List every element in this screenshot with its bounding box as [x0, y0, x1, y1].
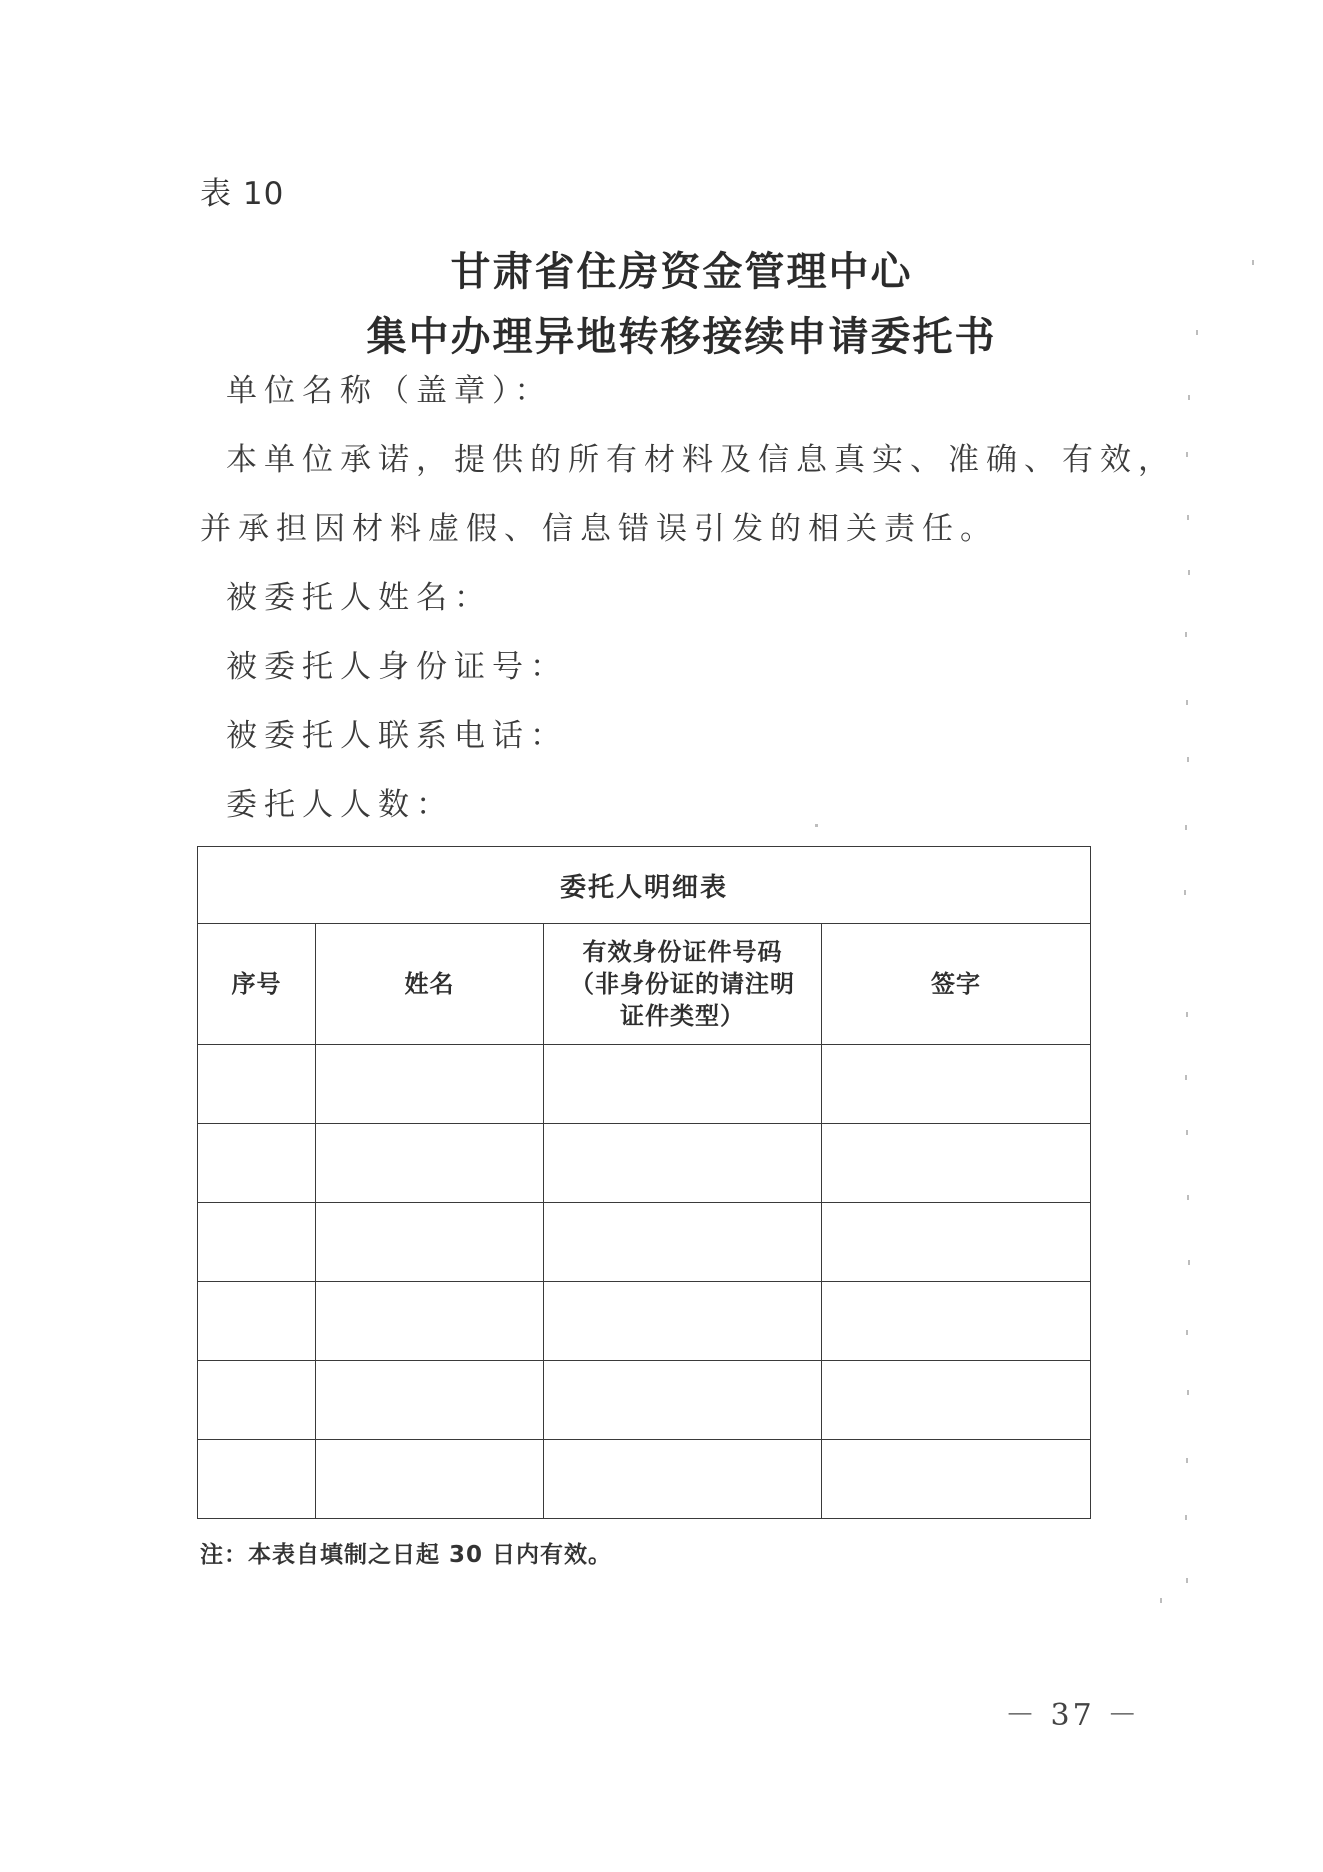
scan-speck — [815, 824, 818, 827]
scan-speck — [1186, 1130, 1188, 1135]
id-header-line-3: 证件类型） — [620, 1002, 745, 1030]
cell-id-number[interactable] — [544, 1124, 822, 1203]
cell-name[interactable] — [316, 1361, 544, 1440]
table-caption-row — [198, 847, 1091, 924]
page-number: － 37 － — [1005, 1698, 1141, 1733]
pledge-text-line-2: 并承担因材料虚假、信息错误引发的相关责任。 — [200, 511, 998, 547]
table-row — [198, 1282, 1091, 1361]
cell-signature[interactable] — [822, 1124, 1091, 1203]
cell-name[interactable] — [316, 1203, 544, 1282]
cell-seq[interactable] — [198, 1203, 316, 1282]
scan-speck — [1185, 632, 1187, 637]
scan-speck — [1187, 757, 1189, 762]
cell-signature[interactable] — [822, 1440, 1091, 1519]
table-row — [198, 1124, 1091, 1203]
cell-seq[interactable] — [198, 1045, 316, 1124]
scan-speck — [1186, 452, 1188, 457]
principal-detail-table — [197, 846, 1091, 1519]
table-number-label: 表 10 — [200, 176, 285, 212]
trustee-name-field-label: 被委托人姓名： — [226, 580, 492, 616]
cell-name[interactable] — [316, 1440, 544, 1519]
scan-speck — [1186, 1330, 1188, 1335]
scan-speck — [1186, 1012, 1188, 1017]
cell-name[interactable] — [316, 1045, 544, 1124]
cell-seq[interactable] — [198, 1282, 316, 1361]
table-row — [198, 1045, 1091, 1124]
validity-note: 注：本表自填制之日起 30 日内有效。 — [200, 1542, 613, 1568]
cell-id-number[interactable] — [544, 1045, 822, 1124]
table-header-row — [198, 924, 1091, 1045]
pledge-text-line-1: 本单位承诺，提供的所有材料及信息真实、准确、有效， — [226, 442, 1176, 478]
scan-speck — [1185, 1075, 1187, 1080]
scan-speck — [1185, 825, 1187, 830]
principal-count-field-label: 委托人人数： — [226, 787, 454, 823]
cell-signature[interactable] — [822, 1361, 1091, 1440]
scan-speck — [1186, 700, 1188, 705]
scan-speck — [1188, 1260, 1190, 1265]
scan-speck — [1252, 260, 1254, 265]
cell-id-number[interactable] — [544, 1203, 822, 1282]
column-header-seq: 序号 — [198, 924, 316, 1045]
document-title-line-1: 甘肃省住房资金管理中心 — [450, 248, 913, 295]
scan-speck — [1187, 1390, 1189, 1395]
unit-name-field-label: 单位名称（盖章）： — [226, 373, 553, 409]
scan-speck — [1184, 890, 1186, 895]
cell-id-number[interactable] — [544, 1361, 822, 1440]
table-row — [198, 1440, 1091, 1519]
cell-seq[interactable] — [198, 1361, 316, 1440]
trustee-phone-field-label: 被委托人联系电话： — [226, 718, 568, 754]
scan-speck — [1186, 1458, 1188, 1463]
scan-speck — [1160, 1598, 1162, 1603]
scan-speck — [1188, 570, 1190, 575]
scan-speck — [1187, 515, 1189, 520]
cell-signature[interactable] — [822, 1282, 1091, 1361]
cell-signature[interactable] — [822, 1045, 1091, 1124]
cell-seq[interactable] — [198, 1124, 316, 1203]
scan-speck — [1187, 1195, 1189, 1200]
column-header-name: 姓名 — [316, 924, 544, 1045]
trustee-id-field-label: 被委托人身份证号： — [226, 649, 568, 685]
scan-speck — [1188, 395, 1190, 400]
cell-name[interactable] — [316, 1282, 544, 1361]
id-header-line-1: 有效身份证件号码 — [582, 938, 783, 966]
column-header-id-number — [544, 924, 822, 1045]
scan-speck — [1196, 330, 1198, 335]
id-header-line-2: （非身份证的请注明 — [570, 970, 795, 998]
table-row — [198, 1203, 1091, 1282]
column-header-signature: 签字 — [822, 924, 1091, 1045]
cell-id-number[interactable] — [544, 1282, 822, 1361]
cell-id-number[interactable] — [544, 1440, 822, 1519]
cell-name[interactable] — [316, 1124, 544, 1203]
table-row — [198, 1361, 1091, 1440]
table-caption: 委托人明细表 — [198, 847, 1091, 924]
cell-seq[interactable] — [198, 1440, 316, 1519]
document-title-line-2: 集中办理异地转移接续申请委托书 — [366, 313, 997, 360]
cell-signature[interactable] — [822, 1203, 1091, 1282]
scan-speck — [1185, 1515, 1187, 1520]
scan-speck — [1186, 1578, 1188, 1583]
